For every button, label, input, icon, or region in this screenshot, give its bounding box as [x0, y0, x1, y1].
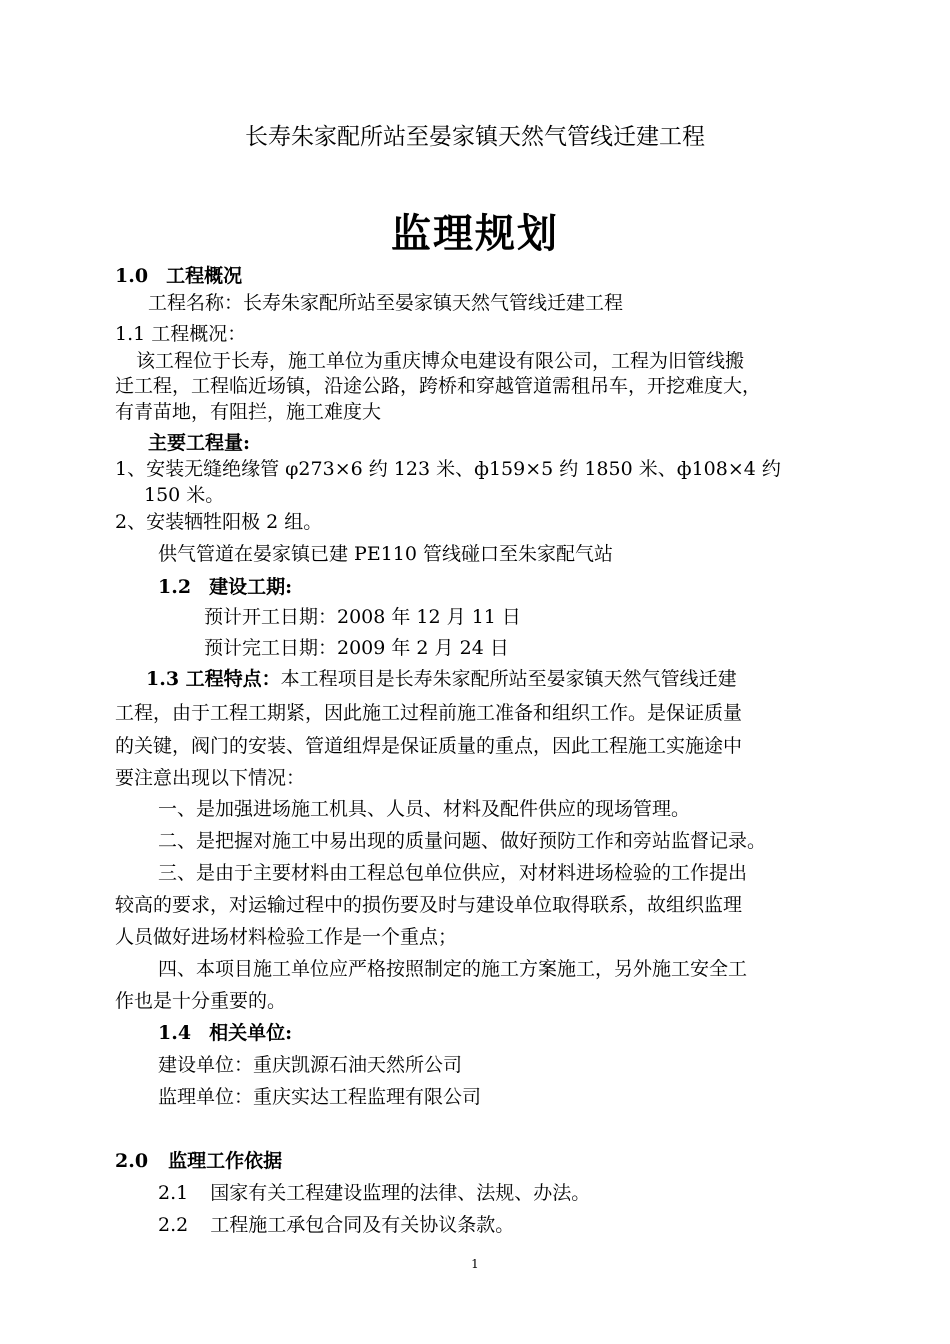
section-1-3-label: 1.3 工程特点：: [146, 668, 281, 690]
section-text: 工程施工承包合同及有关协议条款。: [210, 1214, 515, 1236]
main-quantity-label: 主要工程量:: [148, 432, 251, 454]
section-1-4-heading: [158, 1021, 292, 1045]
main-title: 监理规划: [391, 210, 559, 257]
section-2-1: [158, 1181, 590, 1205]
project-title: 长寿朱家配所站至晏家镇天然气管线迁建工程: [245, 124, 705, 150]
owner-unit: 建设单位：重庆凯源石油天然所公司: [158, 1054, 463, 1076]
paragraph-line: 的关键，阀门的安装、管道组焊是保证质量的重点，因此工程施工实施途中: [115, 735, 743, 757]
section-number: 2.2: [158, 1214, 189, 1236]
section-title: 工程概况: [166, 265, 243, 287]
quantity-item: 150 米。: [144, 484, 225, 506]
point-line: 人员做好进场材料检验工作是一个重点；: [115, 926, 458, 948]
end-date: 预计完工日期：2009 年 2 月 24 日: [204, 637, 509, 659]
point-line: 二、是把握对施工中易出现的质量问题、做好预防工作和旁站监督记录。: [158, 830, 767, 852]
section-2-0-heading: [115, 1149, 282, 1173]
section-1-0-heading: [115, 264, 242, 288]
gas-supply-line: 供气管道在晏家镇已建 PE110 管线碰口至朱家配气站: [158, 543, 613, 565]
project-name: 工程名称：长寿朱家配所站至晏家镇天然气管线迁建工程: [148, 292, 624, 314]
point-line: 较高的要求，对运输过程中的损伤要及时与建设单位取得联系，故组织监理: [115, 894, 743, 916]
point-line: 作也是十分重要的。: [115, 990, 287, 1012]
quantity-item: 1、安装无缝绝缘管 φ273×6 约 123 米、ф159×5 约 1850 米、ф108×4 约: [115, 458, 781, 480]
section-1-3-paragraph: [146, 667, 737, 691]
section-title: 相关单位:: [209, 1022, 293, 1044]
section-1-1-heading: 1.1 工程概况：: [115, 323, 247, 345]
section-number: 2.0: [115, 1150, 149, 1172]
section-title: 建设工期:: [209, 576, 293, 598]
point-line: 三、是由于主要材料由工程总包单位供应，对材料进场检验的工作提出: [158, 862, 748, 884]
section-1-2-heading: [158, 575, 292, 599]
point-line: 四、本项目施工单位应严格按照制定的施工方案施工，另外施工安全工: [158, 958, 748, 980]
overview-line: 该工程位于长寿，施工单位为重庆博众电建设有限公司，工程为旧管线搬: [136, 350, 745, 372]
overview-line: 迁工程，工程临近场镇，沿途公路，跨桥和穿越管道需租吊车，开挖难度大，: [115, 375, 762, 397]
section-title: 监理工作依据: [168, 1150, 283, 1172]
section-text: 国家有关工程建设监理的法律、法规、办法。: [210, 1182, 591, 1204]
section-2-2: [158, 1213, 514, 1237]
paragraph-line: 本工程项目是长寿朱家配所站至晏家镇天然气管线迁建: [280, 668, 737, 690]
page-number: 1: [471, 1257, 479, 1271]
quantity-item: 2、安装牺牲阳极 2 组。: [115, 511, 323, 533]
overview-line: 有青苗地，有阻拦，施工难度大: [115, 401, 382, 423]
supervisor-unit: 监理单位：重庆实达工程监理有限公司: [158, 1086, 482, 1108]
paragraph-line: 工程，由于工程工期紧，因此施工过程前施工准备和组织工作。是保证质量: [115, 702, 743, 724]
section-number: 1.4: [158, 1022, 192, 1044]
section-number: 1.0: [115, 265, 149, 287]
section-number: 2.1: [158, 1182, 189, 1204]
point-line: 一、是加强进场施工机具、人员、材料及配件供应的现场管理。: [158, 798, 691, 820]
section-number: 1.2: [158, 576, 192, 598]
start-date: 预计开工日期：2008 年 12 月 11 日: [204, 606, 521, 628]
paragraph-line: 要注意出现以下情况：: [115, 767, 306, 789]
